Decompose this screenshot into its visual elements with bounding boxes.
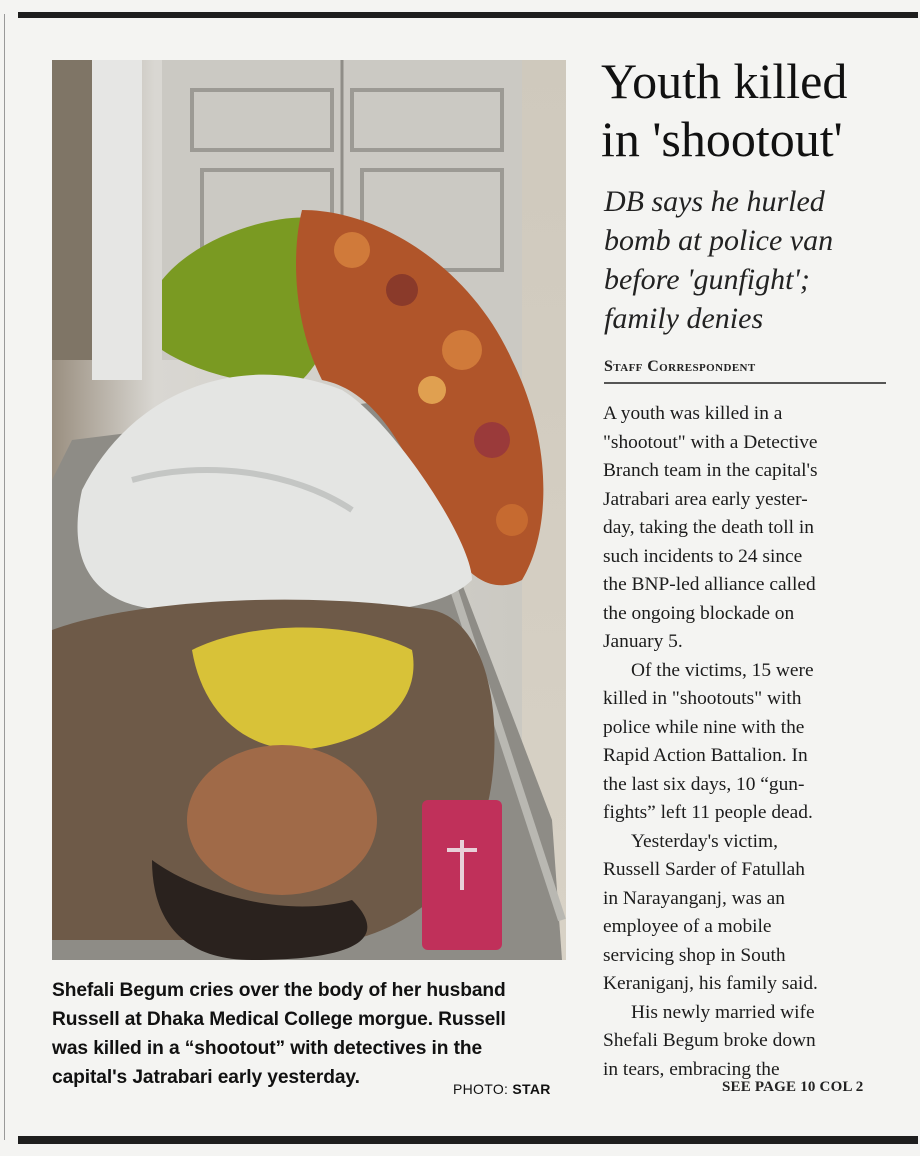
- body-line: Of the victims, 15 were: [631, 659, 814, 681]
- photo-illustration: [52, 60, 566, 960]
- caption-line: was killed in a “shootout” with detectives in the: [52, 1038, 483, 1059]
- body-line: in Narayanganj, was an: [603, 887, 785, 909]
- byline: Staff Correspondent: [604, 358, 756, 375]
- deck-line: family denies: [604, 302, 764, 335]
- deck-line: bomb at police van: [604, 224, 834, 257]
- deck-line: DB says he hurled: [604, 185, 825, 218]
- body-line: Jatrabari area early yester-: [603, 488, 808, 510]
- body-line: servicing shop in South: [603, 944, 786, 966]
- body-line: fights” left 11 people dead.: [603, 802, 813, 823]
- page-left-edge: [4, 14, 5, 1140]
- body-line: Rapid Action Battalion. In: [603, 745, 808, 766]
- body-line: Shefali Begum broke down: [603, 1030, 816, 1051]
- deck: [604, 182, 894, 338]
- body-line: police while nine with the: [603, 716, 805, 738]
- body-line: the ongoing blockade on: [603, 602, 795, 624]
- body-line: day, taking the death toll in: [603, 517, 814, 538]
- body-line: A youth was killed in a: [603, 403, 783, 424]
- headline: [601, 52, 901, 168]
- caption-line: Shefali Begum cries over the body of her husband: [52, 980, 506, 1001]
- deck-line: before 'gunfight';: [604, 263, 810, 296]
- body-line: the last six days, 10 “gun-: [603, 773, 805, 795]
- byline-rule: [604, 382, 886, 384]
- caption-line: Russell at Dhaka Medical College morgue. Russell: [52, 1009, 506, 1030]
- body-line: in tears, embracing the: [603, 1058, 780, 1080]
- body-line: Branch team in the capital's: [603, 460, 818, 481]
- bottom-rule: [18, 1136, 918, 1144]
- credit-label: PHOTO:: [453, 1081, 509, 1097]
- top-rule: [18, 12, 918, 18]
- body-line: Russell Sarder of Fatullah: [603, 859, 805, 880]
- body-line: such incidents to 24 since: [603, 545, 803, 567]
- credit-source: STAR: [512, 1081, 551, 1097]
- body-line: January 5.: [603, 631, 683, 652]
- body-line: employee of a mobile: [603, 916, 772, 937]
- body-line: killed in "shootouts" with: [603, 688, 802, 709]
- photo-credit: [453, 1081, 551, 1097]
- body-line: His newly married wife: [631, 1001, 815, 1023]
- body-line: the BNP-led alliance called: [603, 574, 816, 595]
- article-body: [603, 400, 889, 1084]
- body-line: Yesterday's victim,: [631, 830, 778, 852]
- body-line: Keraniganj, his family said.: [603, 973, 818, 994]
- body-line: "shootout" with a Detective: [603, 431, 818, 453]
- caption-line: capital's Jatrabari early yesterday.: [52, 1067, 360, 1088]
- headline-line-1: Youth killed: [601, 53, 848, 109]
- headline-line-2: in 'shootout': [601, 111, 843, 167]
- photo-caption: [52, 976, 572, 1092]
- continuation-link[interactable]: SEE PAGE 10 COL 2: [722, 1079, 864, 1095]
- news-photo: [52, 60, 566, 960]
